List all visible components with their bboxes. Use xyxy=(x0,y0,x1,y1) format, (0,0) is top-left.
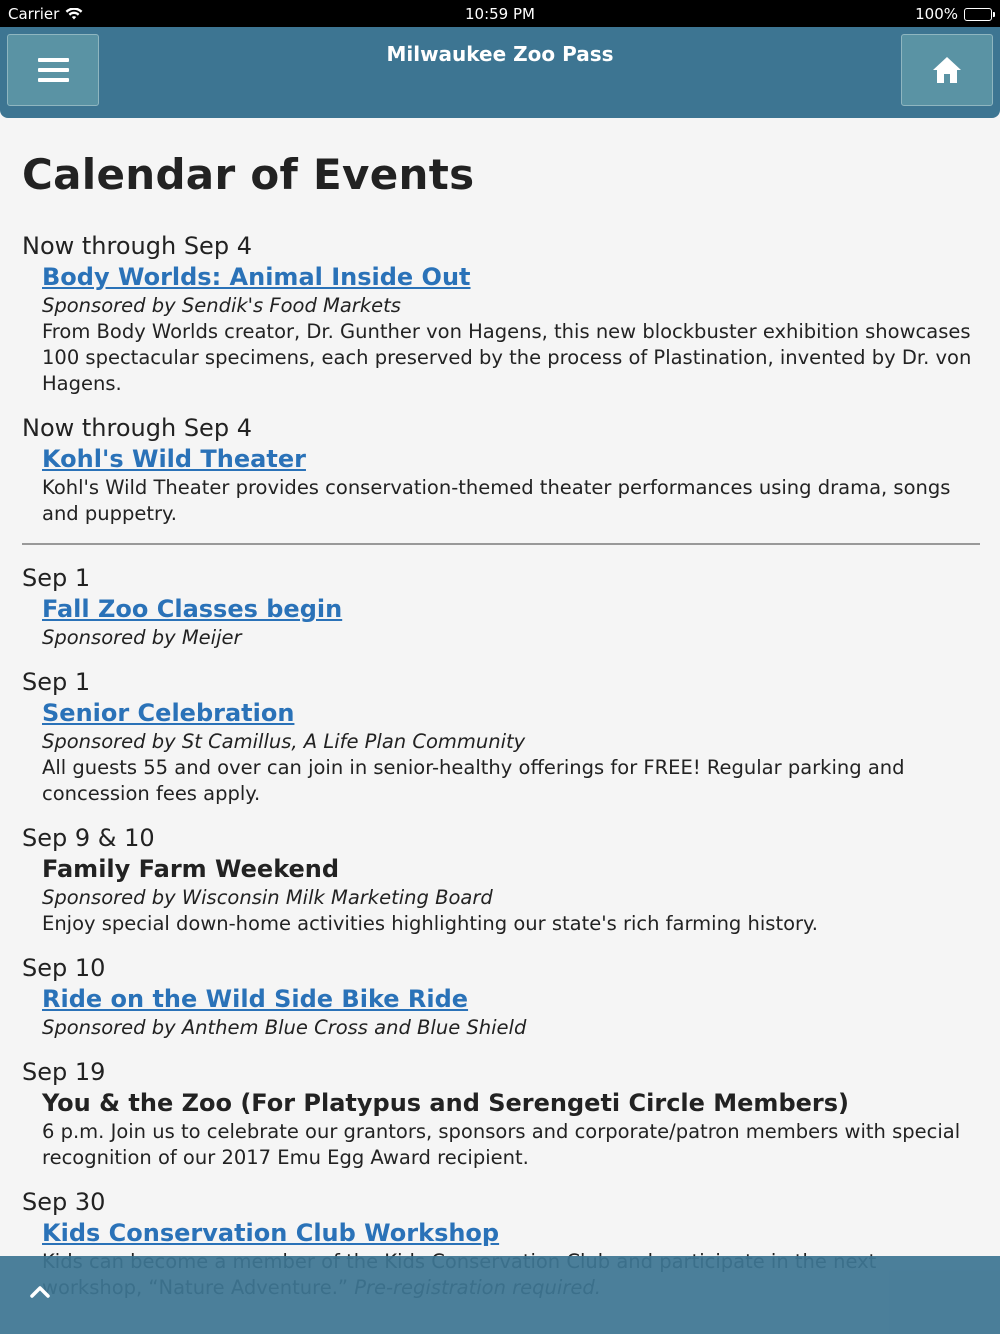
event-link-kids-conservation-club[interactable]: Kids Conservation Club Workshop xyxy=(42,1219,500,1247)
section-divider xyxy=(22,543,980,545)
app-title: Milwaukee Zoo Pass xyxy=(386,42,614,66)
event-item xyxy=(22,1057,980,1171)
event-date: Sep 1 xyxy=(22,564,91,592)
battery-indicator xyxy=(915,5,992,23)
event-date: Now through Sep 4 xyxy=(22,414,252,442)
event-sponsor: Sponsored by St Camillus, A Life Plan Community xyxy=(42,730,526,753)
event-item xyxy=(22,563,980,651)
main-content xyxy=(22,150,980,1317)
clock: 10:59 PM xyxy=(465,5,535,23)
event-item xyxy=(22,953,980,1041)
event-sponsor: Sponsored by Anthem Blue Cross and Blue Shield xyxy=(42,1016,527,1039)
event-link-kohls-wild-theater[interactable]: Kohl's Wild Theater xyxy=(42,445,306,473)
event-link-bike-ride[interactable]: Ride on the Wild Side Bike Ride xyxy=(42,985,469,1013)
event-date: Sep 19 xyxy=(22,1058,106,1086)
chevron-up-icon[interactable] xyxy=(30,1284,50,1298)
event-description: Kohl's Wild Theater provides conservation-themed theater performances using drama, songs and puppetry. xyxy=(42,476,951,525)
event-description: From Body Worlds creator, Dr. Gunther von Hagens, this new blockbuster exhibition showcases 100 spectacular specimens, each preserved by the process of Plastination, invented by Dr. von Hagens. xyxy=(42,320,972,395)
event-item xyxy=(22,413,980,527)
bottom-toolbar xyxy=(0,1256,1000,1334)
event-description: All guests 55 and over can join in senior-healthy offerings for FREE! Regular parking and concession fees apply. xyxy=(42,756,905,805)
event-sponsor: Sponsored by Wisconsin Milk Marketing Board xyxy=(42,886,493,909)
event-sponsor: Sponsored by Sendik's Food Markets xyxy=(42,294,401,317)
battery-icon xyxy=(964,8,992,21)
carrier-label: Carrier xyxy=(8,5,60,23)
battery-percent: 100% xyxy=(915,5,958,23)
home-button[interactable] xyxy=(901,34,993,106)
event-link-senior-celebration[interactable]: Senior Celebration xyxy=(42,699,295,727)
event-link-body-worlds[interactable]: Body Worlds: Animal Inside Out xyxy=(42,263,471,291)
event-item xyxy=(22,823,980,937)
app-header xyxy=(0,27,1000,118)
event-description: Enjoy special down-home activities highlighting our state's rich farming history. xyxy=(42,912,818,935)
page-title: Calendar of Events xyxy=(22,150,475,199)
event-link-fall-zoo-classes[interactable]: Fall Zoo Classes begin xyxy=(42,595,343,623)
event-title-you-and-the-zoo: You & the Zoo (For Platypus and Serengeti Circle Members) xyxy=(42,1089,849,1117)
event-date: Sep 1 xyxy=(22,668,91,696)
event-date: Now through Sep 4 xyxy=(22,232,252,260)
event-date: Sep 10 xyxy=(22,954,106,982)
status-bar xyxy=(0,0,1000,27)
event-item xyxy=(22,667,980,807)
event-date: Sep 30 xyxy=(22,1188,106,1216)
event-sponsor: Sponsored by Meijer xyxy=(42,626,242,649)
event-date: Sep 9 & 10 xyxy=(22,824,155,852)
event-item xyxy=(22,231,980,397)
home-icon xyxy=(932,56,962,84)
event-description: 6 p.m. Join us to celebrate our grantors, sponsors and corporate/patron members with special recognition of our 2017 Emu Egg Award recipient. xyxy=(42,1120,961,1169)
event-title-family-farm-weekend: Family Farm Weekend xyxy=(42,855,340,883)
